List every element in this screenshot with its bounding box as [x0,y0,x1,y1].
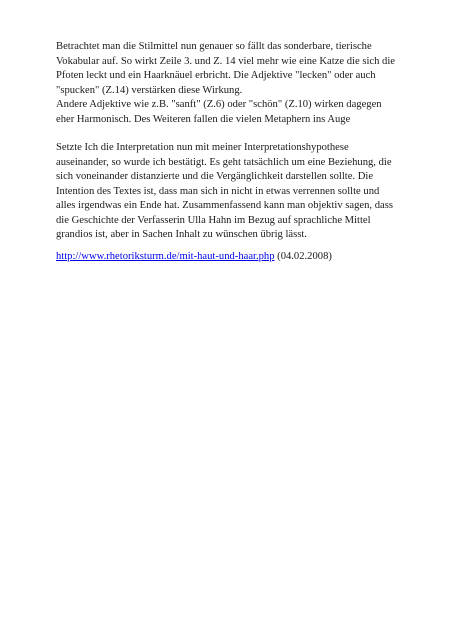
text-line: "spucken" (Z.14) verstärken diese Wirkung. [56,84,243,96]
paragraph-interpretation [56,141,406,243]
text-line: Pfoten leckt und ein Haarknäuel erbricht. Die Adjektive "lecken" oder auch [56,70,376,81]
paragraph-stilmittel [56,40,406,127]
text-line: eher Harmonisch. Des Weiteren fallen die vielen Metaphern ins Auge [56,113,351,125]
paragraph-spacer [56,243,406,250]
text-line: Andere Adjektive wie z.B. "sanft" (Z.6) oder "schön" (Z.10) wirken dagegen [56,99,382,110]
text-line: Betrachtet man die Stilmittel nun genauer so fällt das sonderbare, tierische [56,41,372,52]
text-line: auseinander, so wurde ich bestätigt. Es geht tatsächlich um eine Beziehung, die [56,156,392,168]
text-line: die Geschichte der Verfasserin Ulla Hahn im Bezug auf sprachliche Mittel [56,214,371,226]
text-line: Setzte Ich die Interpretation nun mit meiner Interpretationshypothese [56,142,349,153]
source-date: (04.02.2008) [274,250,332,262]
source-link[interactable]: http://www.rhetoriksturm.de/mit-haut-und-haar.php [56,250,275,262]
document-page [56,40,406,264]
source-line [56,250,406,265]
text-line: Intention des Textes ist, dass man sich in nicht in etwas verrennen sollte und [56,185,380,197]
paragraph-spacer [56,127,406,141]
text-line: grandios ist, aber in Sachen Inhalt zu wünschen übrig lässt. [56,229,307,240]
text-line: sich voneinander distanzierte und die Vergänglichkeit darstellen sollte. Die [56,171,374,182]
text-line: Vokabular auf. So wirkt Zeile 3. und Z. 14 viel mehr wie eine Katze die sich die [56,55,395,67]
text-line: alles irgendwas ein Ende hat. Zusammenfassend kann man objektiv sagen, dass [56,200,393,211]
